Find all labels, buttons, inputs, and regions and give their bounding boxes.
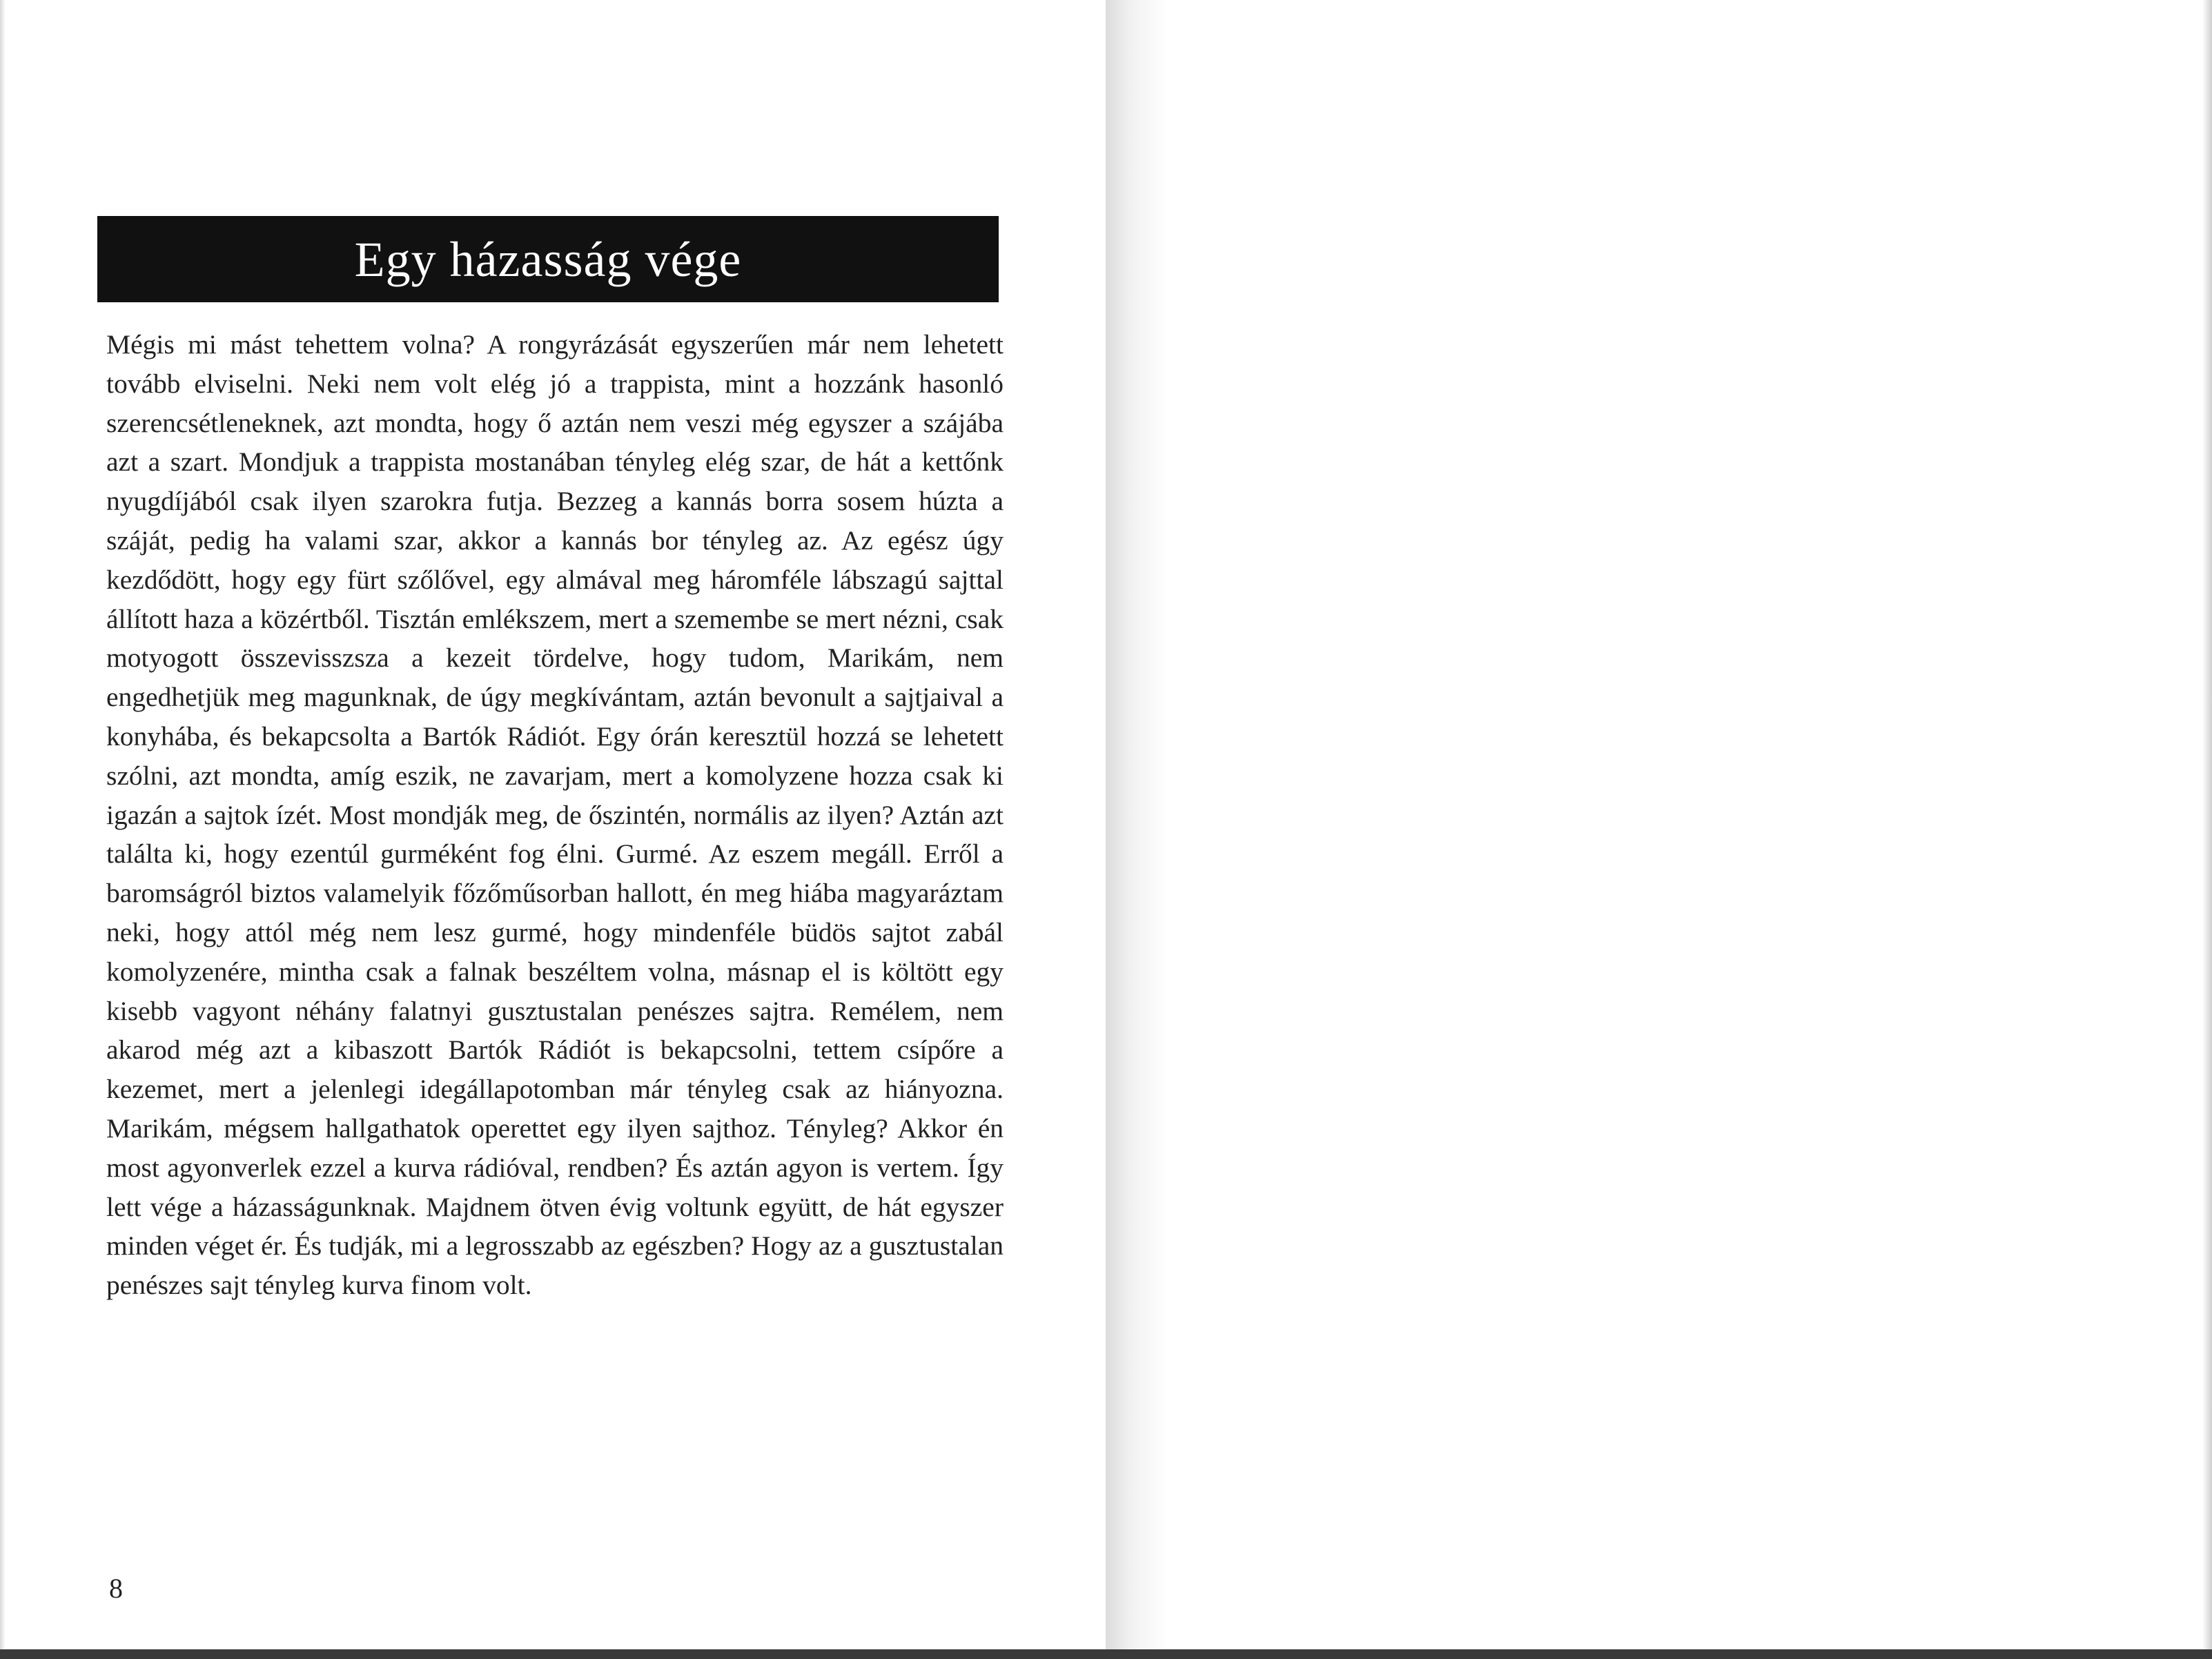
page-number: 8 <box>109 1573 123 1604</box>
right-page <box>1106 0 2212 1649</box>
book-bottom-edge <box>0 1649 2212 1659</box>
body-text: Mégis mi mást tehettem volna? A rongyrázását egyszerűen már nem lehetett tovább elviselni. Neki nem volt elég jó a trappista, mint a hozzánk hasonló szerencsétleneknek, azt mondta, hogy ő aztán nem veszi még egyszer a szájába azt a szart. Mondjuk a trappista mostanában tényleg elég szar, de hát a kettőnk nyugdíjából csak ilyen szarokra futja. Bezzeg a kannás borra sosem húzta a száját, pedig ha valami szar, akkor a kannás bor tényleg az. Az egész úgy kezdődött, hogy egy fürt szőlővel, egy almával meg háromféle lábszagú sajttal állított haza a közértből. Tisztán emlékszem, mert a szemembe se mert nézni, csak motyogott összevisszsza a kezeit tördelve, hogy tudom, Marikám, nem engedhetjük meg magunknak, de úgy megkívántam, aztán bevonult a sajtjaival a konyhába, és bekapcsolta a Bartók Rádiót. Egy órán keresztül hozzá se lehetett szólni, azt mondta, amíg eszik, ne zavarjam, mert a komolyzene hozza csak ki igazán a sajtok ízét. Most mondják meg, de őszintén, normális az ilyen? Aztán azt találta ki, hogy ezentúl gurméként fog élni. Gurmé. Az eszem megáll. Erről a baromságról biztos valamelyik főzőműsorban hallott, én meg hiába magyaráztam neki, hogy attól még nem lesz gurmé, hogy mindenféle büdös sajtot zabál komolyzenére, mintha csak a falnak beszéltem volna, másnap el is költött egy kisebb vagyont néhány falatnyi gusztustalan penészes sajtra. Remélem, nem akarod még azt a kibaszott Bartók Rádiót is bekapcsolni, tettem csípőre a kezemet, mert a jelenlegi idegállapotomban már tényleg csak az hiányozna. Marikám, mégsem hallgathatok operettet egy ilyen sajthoz. Tényleg? Akkor én most agyonverlek ezzel a kurva rádióval, rendben? És aztán agyon is vertem. Így lett vége a házasságunknak. Majdnem ötven évig voltunk együtt, de hát egyszer minden véget ér. És tudják, mi a legrosszabb az egészben? Hogy az a gusztustalan penészes sajt tényleg kurva finom volt. <box>106 329 1004 1301</box>
left-page <box>0 0 1106 1649</box>
page-title: Egy házasság vége <box>354 231 742 287</box>
title-bar <box>97 216 999 302</box>
